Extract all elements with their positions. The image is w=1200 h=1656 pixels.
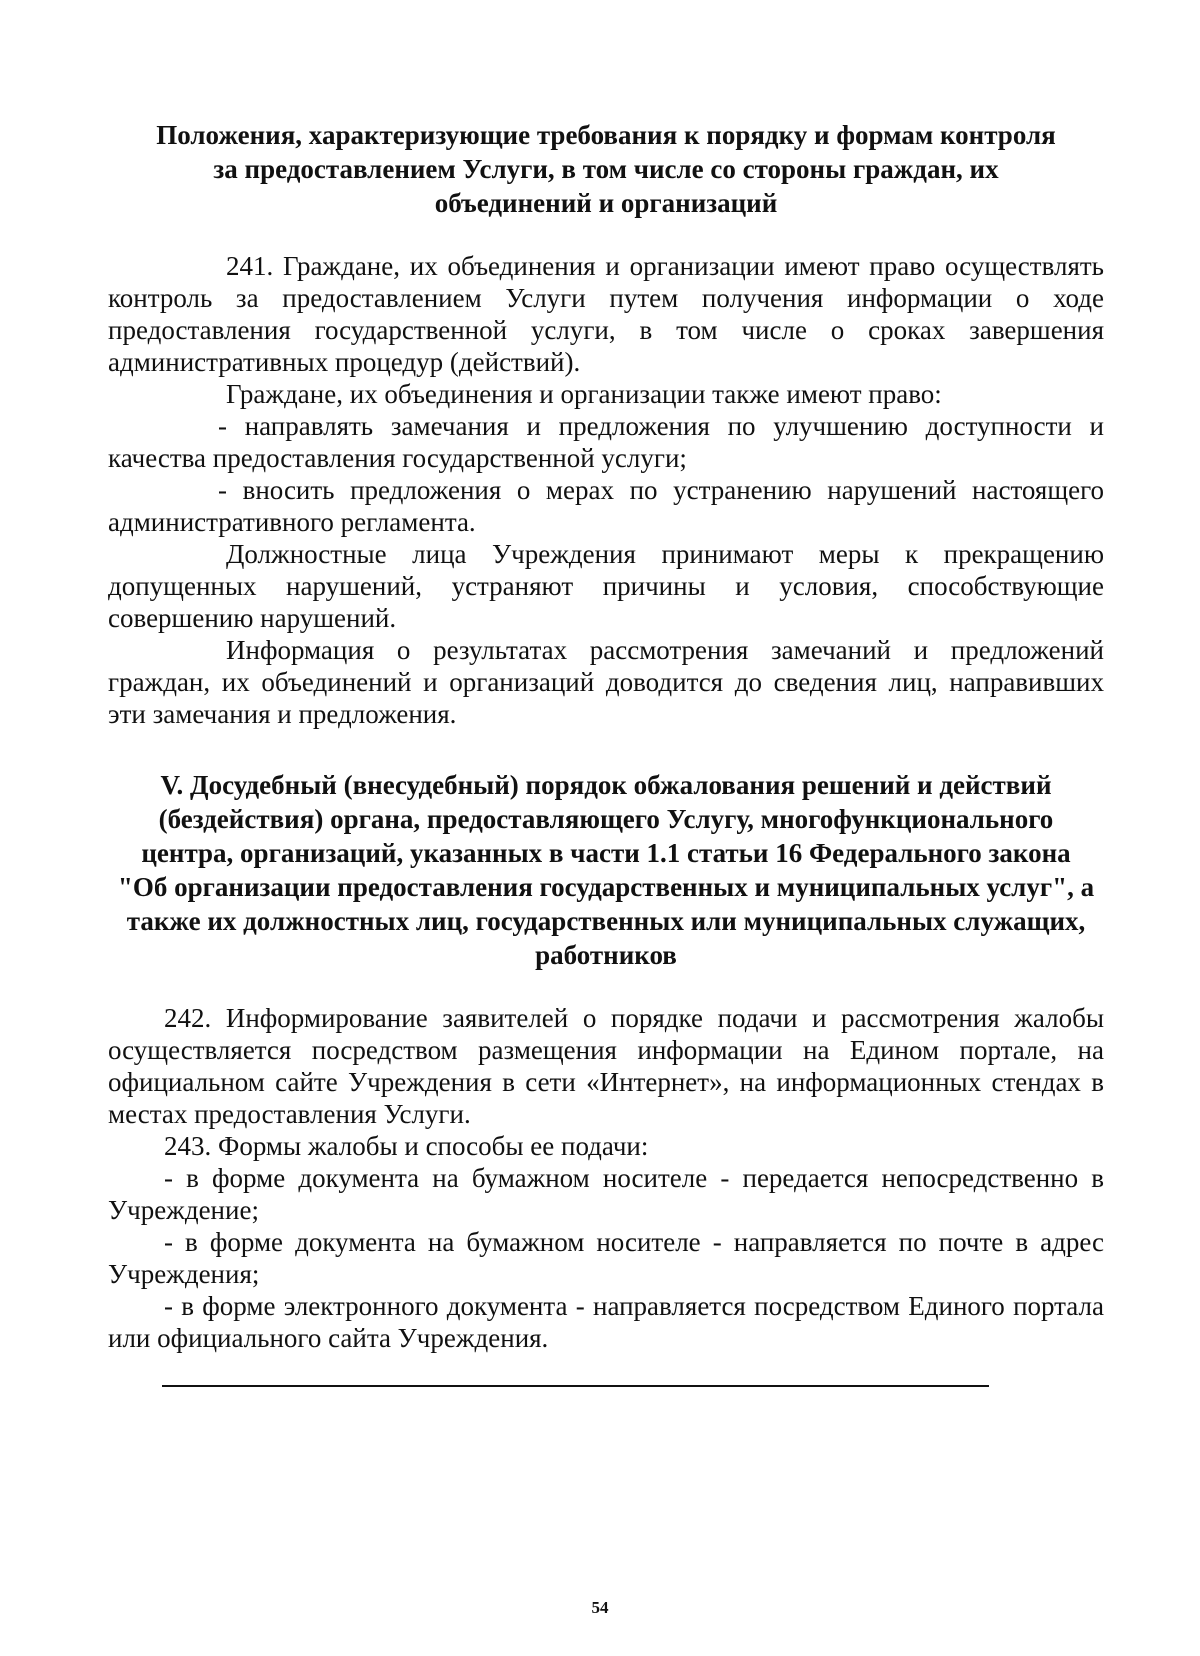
paragraph-rights-intro: Граждане, их объединения и организации также имеют право: (226, 379, 942, 409)
paragraph-officials: Должностные лица Учреждения принимают меры к прекращению допущенных нарушений, устраняют причины и условия, способствующие совершению нарушений. (108, 539, 1104, 633)
bullet-electronic: - в форме электронного документа - направляется посредством Единого портала или официального сайта Учреждения. (108, 1291, 1104, 1353)
bullet-remarks: - направлять замечания и предложения по улучшению доступности и качества предоставления государственной услуги; (108, 411, 1104, 473)
paragraph-241: 241. Граждане, их объединения и организации имеют право осуществлять контроль за предоставлением Услуги путем получения информации о ходе предоставления государственной услуги, в том числе о сроках завершения административных процедур (действий). (108, 251, 1104, 377)
paragraph-243: 243. Формы жалобы и способы ее подачи: (164, 1131, 649, 1161)
page-number: 54 (591, 1598, 609, 1617)
page-content (108, 118, 1104, 1354)
paragraph-information: Информация о результатах рассмотрения замечаний и предложений граждан, их объединений и организаций доводится до сведения лиц, направивших эти замечания и предложения. (108, 635, 1104, 729)
section-heading-appeal: V. Досудебный (внесудебный) порядок обжалования решений и действий (бездействия) органа, предоставляющего Услугу, многофункционального центра, организаций, указанных в части 1.1 статьи 16 Федерального закона "Об организации предоставления государственных и муниципальных услуг", а также их должностных лиц, государственных или муниципальных служащих, работников (117, 770, 1095, 970)
end-rule-divider (162, 1385, 989, 1387)
section-heading-control: Положения, характеризующие требования к порядку и формам контроля за предоставлением Услуги, в том числе со стороны граждан, их объединений и организаций (156, 120, 1056, 218)
bullet-paper-direct: - в форме документа на бумажном носителе - передается непосредственно в Учреждение; (108, 1163, 1104, 1225)
bullet-paper-mail: - в форме документа на бумажном носителе - направляется по почте в адрес Учреждения; (108, 1227, 1104, 1289)
bullet-proposals: - вносить предложения о мерах по устранению нарушений настоящего административного регламента. (108, 475, 1104, 537)
paragraph-242: 242. Информирование заявителей о порядке подачи и рассмотрения жалобы осуществляется посредством размещения информации на Едином портале, на официальном сайте Учреждения в сети «Интернет», на информационных стендах в местах предоставления Услуги. (108, 1003, 1104, 1129)
